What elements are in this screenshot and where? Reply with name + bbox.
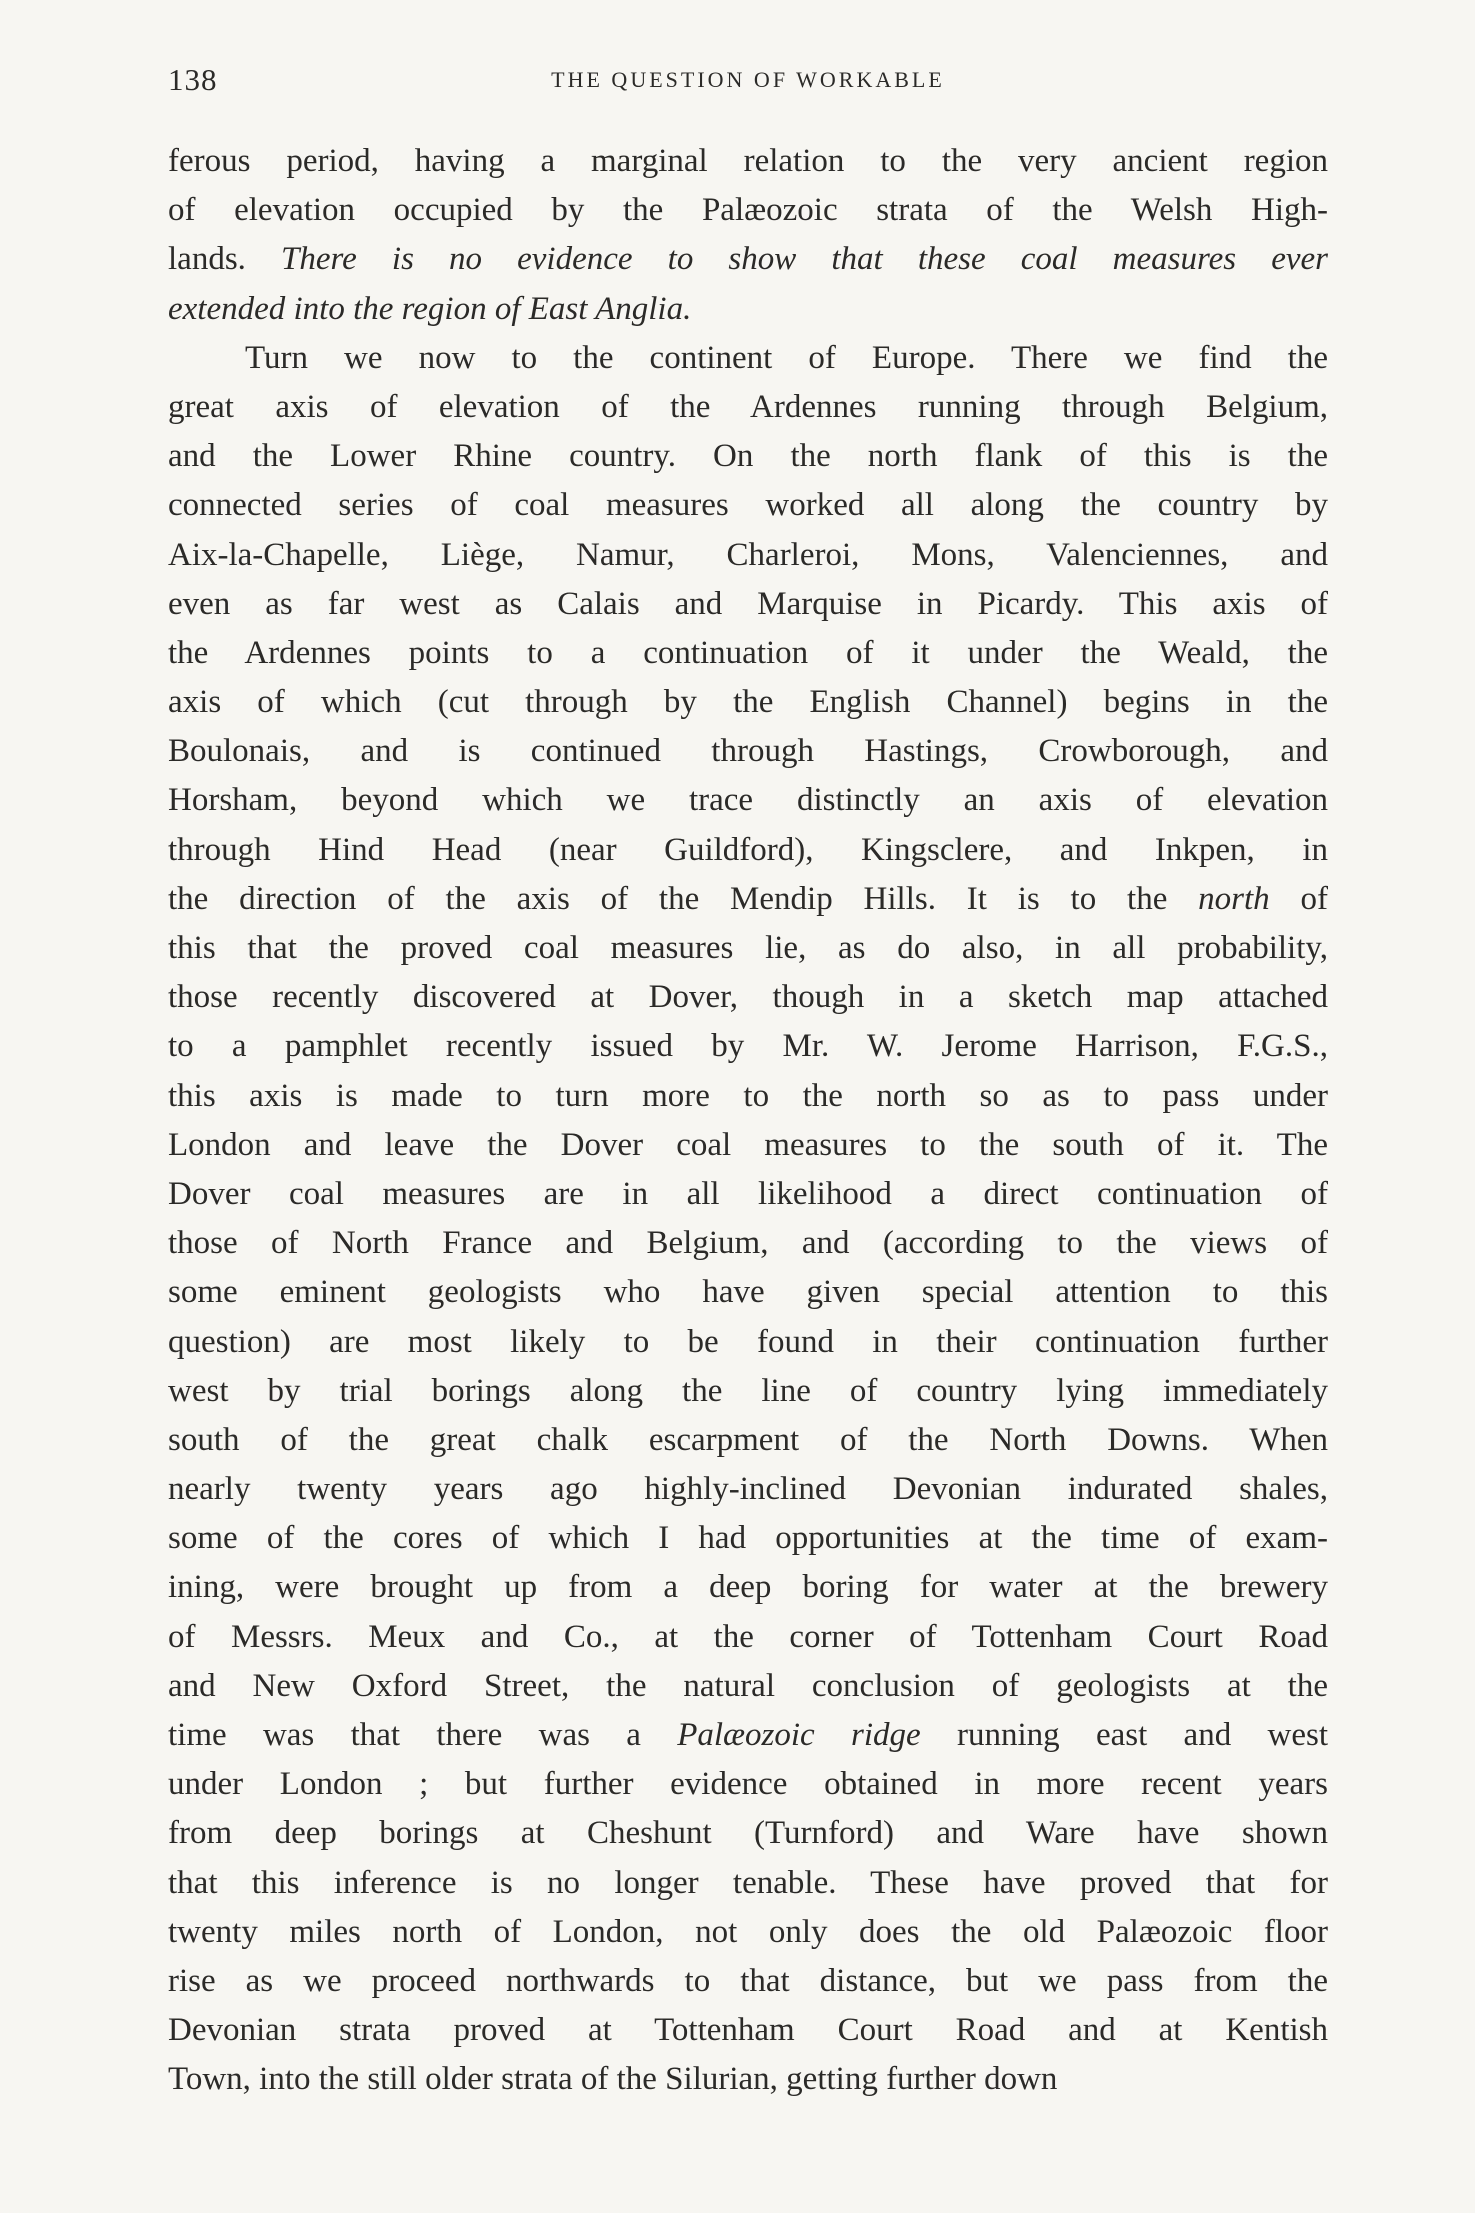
page-number: 138 [168,62,218,97]
text-run: connected series of coal measures worked all along the country by [168,487,1328,524]
text-line [168,1121,1328,1170]
text-line [168,531,1328,580]
text-line [168,1170,1328,1219]
text-line [168,1416,1328,1465]
text-run: Dover coal measures are in all likelihood a direct continuation of [168,1175,1328,1212]
text-run: Aix-la-Chapelle, Liège, Namur, Charleroi, Mons, Valenciennes, and [168,536,1328,573]
text-run: even as far west as Calais and Marquise in Picardy. This axis of [168,585,1328,622]
text-run: London and leave the Dover coal measures to the south of it. The [168,1126,1328,1163]
text-line [168,383,1328,432]
text-line [168,1908,1328,1957]
text-run: axis of which (cut through by the English Channel) begins in the [168,684,1328,721]
text-line [168,629,1328,678]
text-line [168,1367,1328,1416]
text-line [168,875,1328,924]
text-line [168,1760,1328,1809]
text-line [168,1809,1328,1858]
text-run: those recently discovered at Dover, though in a sketch map attached [168,979,1328,1016]
text-line [168,1957,1328,2006]
text-line [168,580,1328,629]
text-run: the direction of the axis of the Mendip Hills. It is to the [168,880,1199,917]
text-line [168,1268,1328,1317]
text-run: time was that there was a [168,1717,678,1753]
text-run: from deep borings at Cheshunt (Turnford) and Ware have shown [168,1815,1328,1852]
text-run: lands. [168,241,282,278]
text-line [168,1859,1328,1908]
text-run: Devonian strata proved at Tottenham Court Road and at Kentish [168,2012,1328,2049]
text-run: and New Oxford Street, the natural conclusion of geologists at the [168,1667,1328,1704]
text-run: Town, into the still older strata of the Silurian, getting further down [168,2061,1058,2098]
text-run: that this inference is no longer tenable. These have proved that for [168,1864,1328,1901]
text-run: west by trial borings along the line of country lying immediately [168,1372,1328,1409]
text-run: this that the proved coal measures lie, as do also, in all probability, [168,930,1328,966]
text-line [168,1219,1328,1268]
text-line [168,1072,1328,1121]
text-run: south of the great chalk escarpment of the North Downs. When [168,1421,1328,1458]
running-title: THE QUESTION OF WORKABLE [551,67,945,92]
text-line [168,826,1328,875]
text-line [168,1318,1328,1367]
text-line [168,334,1328,383]
italic-text: north [1198,880,1270,917]
text-run: some eminent geologists who have given special attention to this [168,1274,1328,1311]
text-line [168,776,1328,825]
text-run: through Hind Head (near Guildford), Kingsclere, and Inkpen, in [168,831,1328,868]
text-line [168,1563,1328,1612]
text-line [168,186,1328,235]
text-run: under London ; but further evidence obtained in more recent years [168,1766,1328,1803]
text-line [168,235,1328,284]
italic-text: extended into the region of East Anglia. [168,290,692,327]
text-line [168,1465,1328,1514]
text-line [168,137,1328,186]
text-line [168,1662,1328,1711]
text-run: Turn we now to the continent of Europe. There we find the [245,339,1328,376]
text-run: great axis of elevation of the Ardennes running through Belgium, [168,388,1328,425]
text-line [168,1514,1328,1563]
text-line [168,481,1328,530]
text-run: ferous period, having a marginal relation to the very ancient region [168,143,1328,179]
text-run: and the Lower Rhine country. On the north flank of this is the [168,438,1328,475]
italic-text: Palæozoic ridge [677,1717,921,1753]
text-run: the Ardennes points to a continuation of it under the Weald, the [168,634,1328,671]
text-line [168,973,1328,1022]
text-run: of Messrs. Meux and Co., at the corner of Tottenham Court Road [168,1618,1328,1655]
text-run: nearly twenty years ago highly-inclined Devonian indurated shales, [168,1471,1328,1508]
text-line [168,727,1328,776]
italic-text: There is no evidence to show that these coal measures ever [281,241,1328,278]
text-run: to a pamphlet recently issued by Mr. W. Jerome Harrison, F.G.S., [168,1028,1328,1065]
text-run: Boulonais, and is continued through Hastings, Crowborough, and [168,733,1328,770]
text-run: some of the cores of which I had opportunities at the time of exam- [168,1520,1328,1557]
text-line [168,2006,1328,2055]
text-run: running east and west [920,1717,1328,1753]
text-run: question) are most likely to be found in their continuation further [168,1323,1328,1360]
text-line [168,1022,1328,1071]
text-line [168,2055,1328,2104]
text-line [168,1711,1328,1760]
text-run: ining, were brought up from a deep boring for water at the brewery [168,1569,1328,1606]
body-text [168,137,1328,2105]
text-run: Horsham, beyond which we trace distinctly an axis of elevation [168,782,1328,819]
text-run: this axis is made to turn more to the north so as to pass under [168,1077,1328,1114]
text-run: those of North France and Belgium, and (according to the views of [168,1225,1328,1262]
text-line [168,285,1328,334]
text-line [168,1613,1328,1662]
running-head [168,62,1328,102]
text-run: rise as we proceed northwards to that distance, but we pass from the [168,1962,1328,1999]
text-run: of [1269,880,1328,917]
text-run: twenty miles north of London, not only does the old Palæozoic floor [168,1913,1328,1950]
text-line [168,678,1328,727]
text-line [168,924,1328,973]
text-run: of elevation occupied by the Palæozoic strata of the Welsh High- [168,192,1328,229]
text-line [168,432,1328,481]
